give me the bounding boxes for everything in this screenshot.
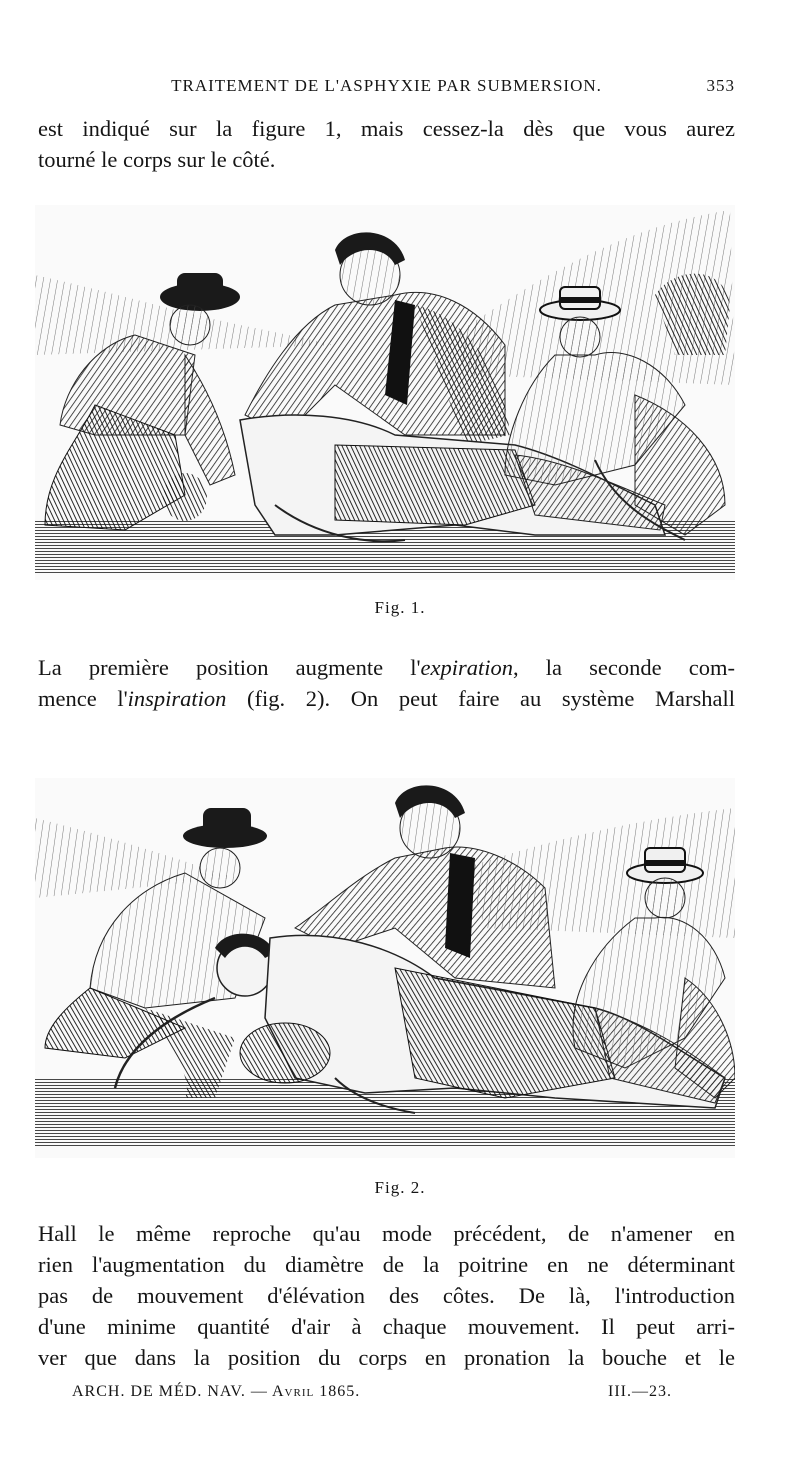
paragraph-3 [38,1218,735,1373]
paragraph-2-line-2-end: (fig. 2). On peut faire au système Marshall [226,686,735,711]
paragraph-3-line-2: rien l'augmentation du diamètre de la poitrine en ne déterminant [38,1252,735,1277]
italic-expiration: expiration [420,655,514,680]
figure-2-caption: Fig. 2. [374,1178,426,1197]
figure-1-caption: Fig. 1. [374,598,426,617]
paragraph-2-line-2-start: mence l' [38,686,128,711]
paragraph-1-line-2: tourné le corps sur le côté. [38,147,276,172]
paragraph-2-line-1-start: La première position augmente l' [38,655,421,680]
paragraph-2-line-1-end: , la seconde com- [513,655,735,680]
running-header [38,76,735,102]
italic-inspiration: inspiration [127,686,227,711]
page-number: 353 [706,76,735,95]
paragraph-2-line-2 [38,683,735,714]
figure-1-engraving [35,205,735,580]
paragraph-3-line-4: d'une minime quantité d'air à chaque mouvement. Il peut arri- [38,1314,735,1339]
paragraph-2 [38,652,735,714]
figure-1-illustration [35,205,735,580]
journal-reference: ARCH. DE MÉD. NAV. — Avril 1865. [72,1383,361,1400]
paragraph-3-line-1: Hall le même reproche qu'au mode précédent, de n'amener en [38,1221,735,1246]
paragraph-1 [38,113,735,175]
paragraph-1-line-1: est indiqué sur la figure 1, mais cessez-la dès que vous aurez [38,116,735,141]
paragraph-3-line-5: ver que dans la position du corps en pronation la bouche et le [38,1345,735,1370]
paragraph-3-line-3: pas de mouvement d'élévation des côtes. De là, l'introduction [38,1283,735,1308]
running-title: TRAITEMENT DE L'ASPHYXIE PAR SUBMERSION. [171,76,602,95]
figure-2-engraving [35,778,735,1158]
page-footer [72,1383,672,1407]
paragraph-2-line-1 [38,652,735,683]
figure-2-illustration [35,778,735,1158]
signature-mark: III.—23. [608,1383,672,1400]
